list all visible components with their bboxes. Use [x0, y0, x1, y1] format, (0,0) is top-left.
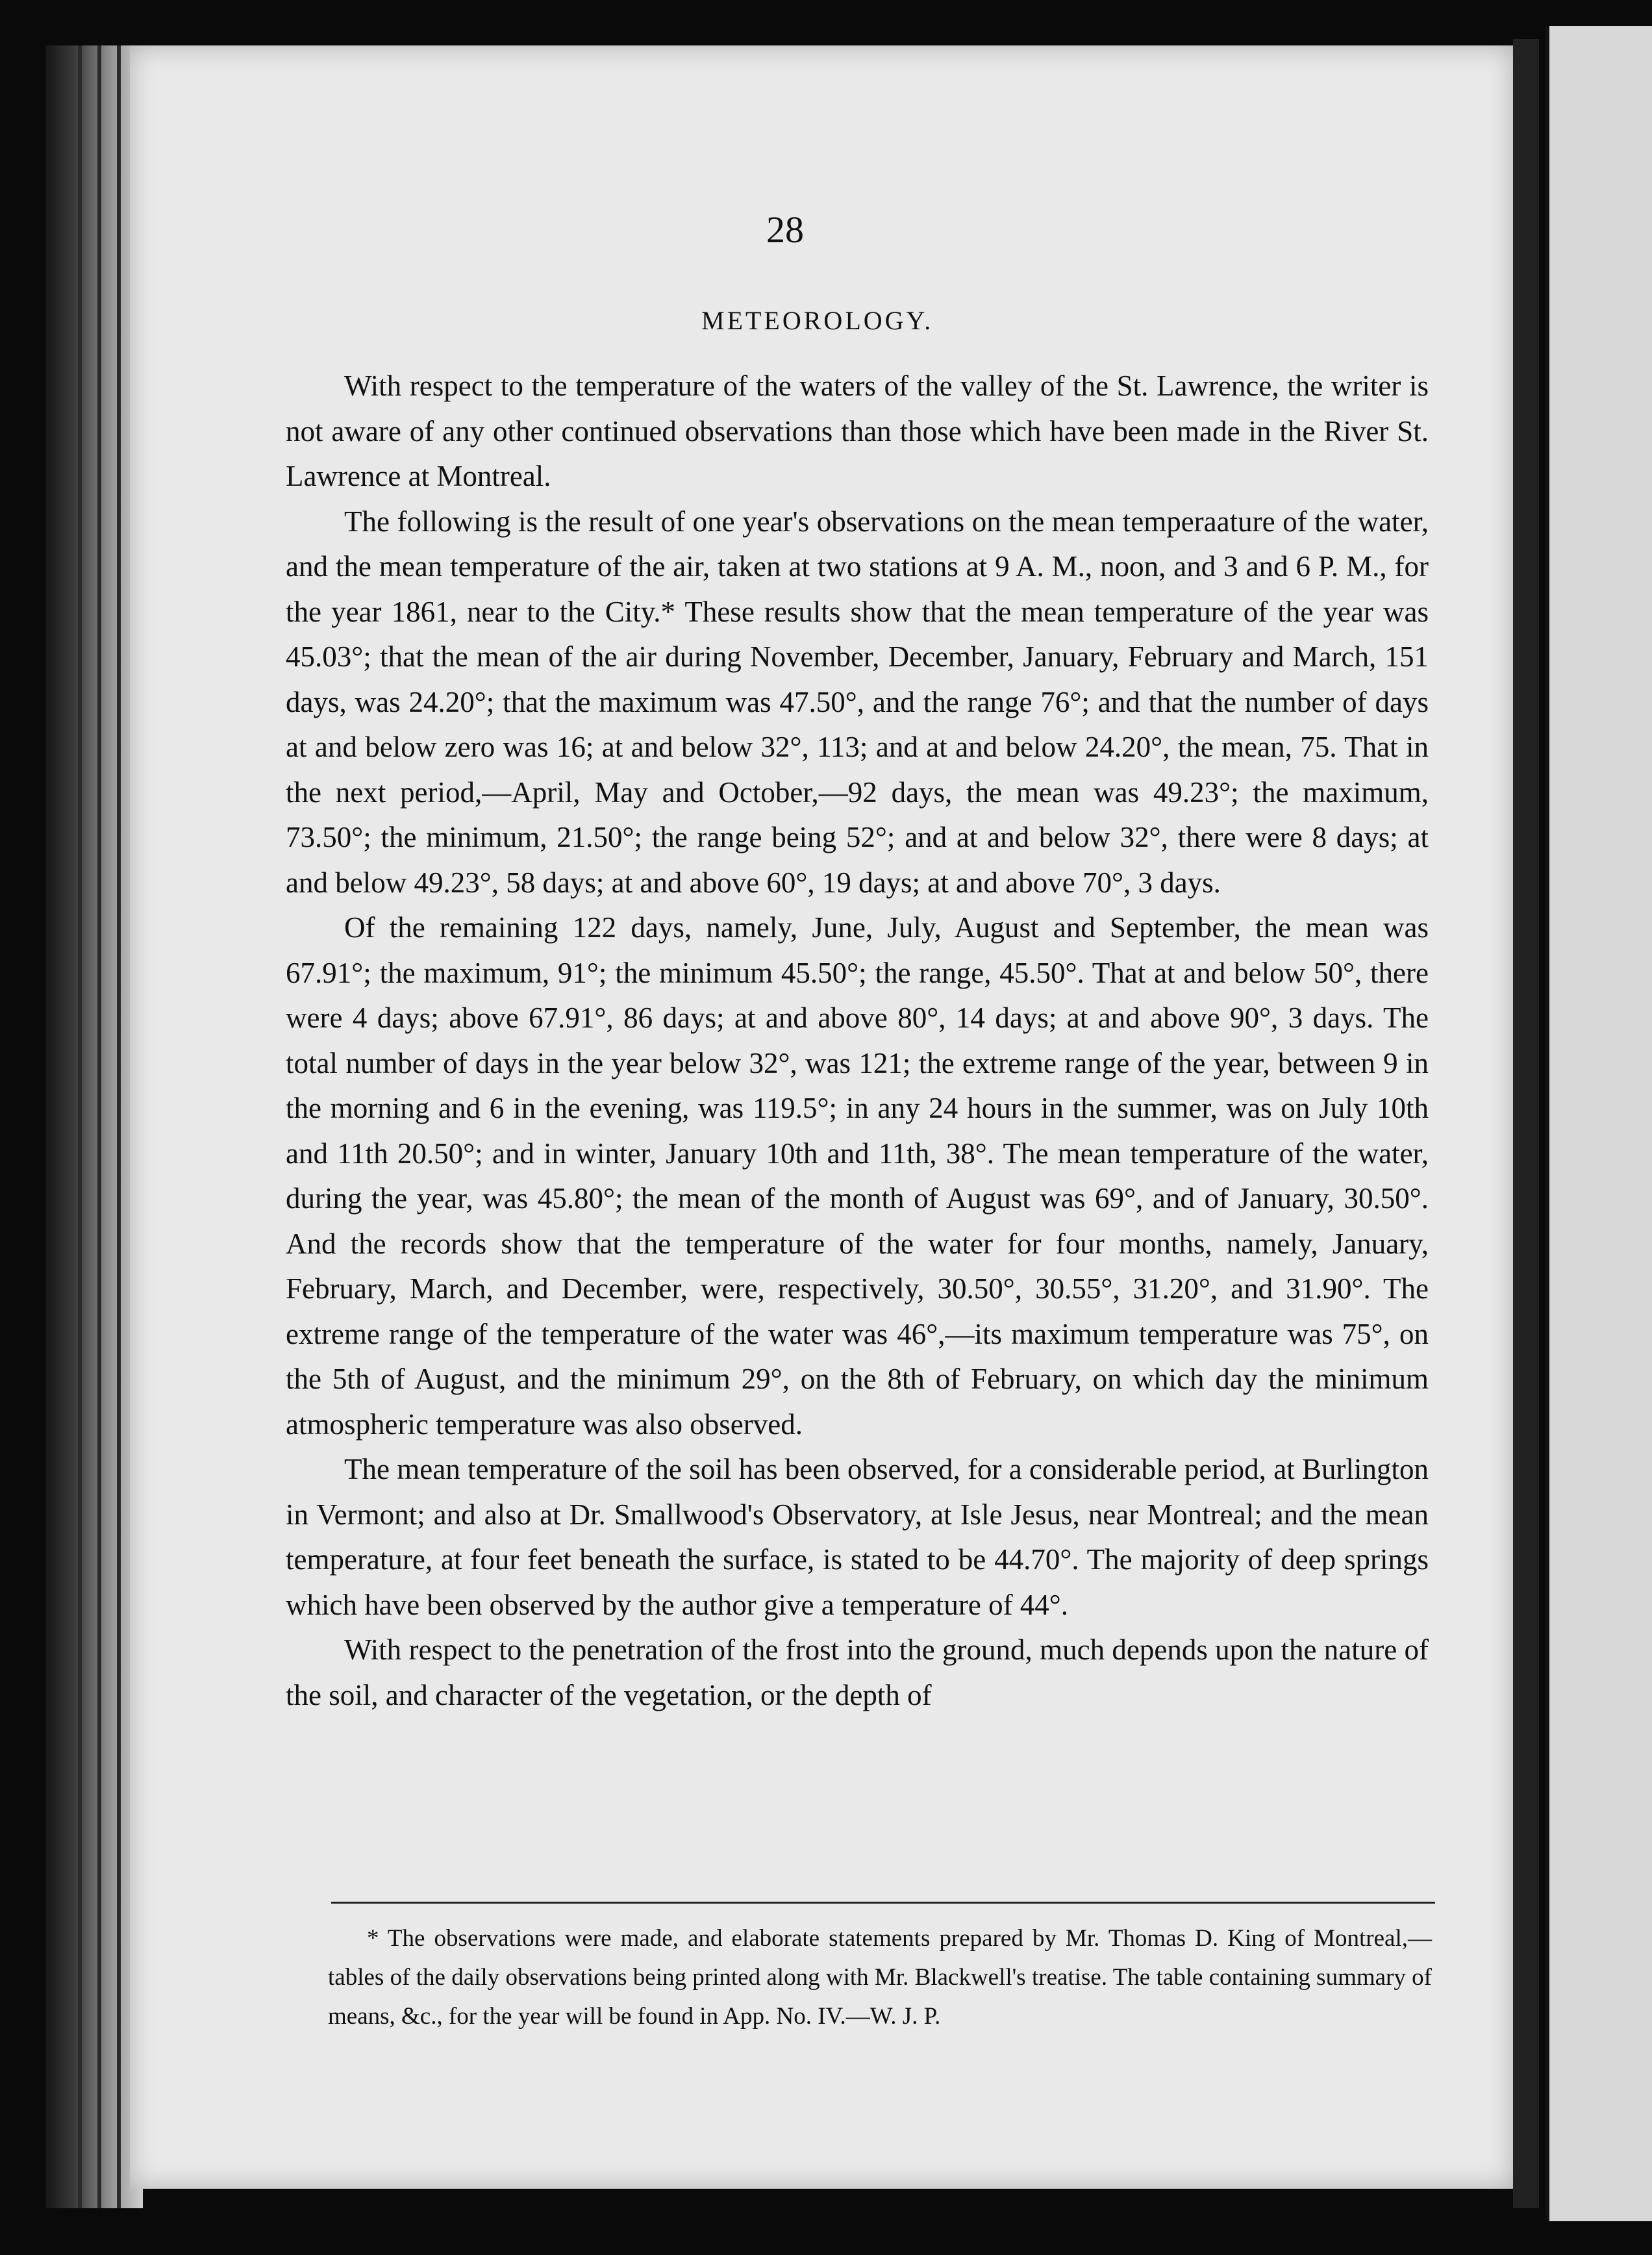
- page-gutter: [1513, 39, 1539, 2208]
- footnote: [328, 1919, 1432, 2036]
- paragraph: The mean temperature of the soil has been observed, for a considerable period, at Burlington in Vermont; and also at Dr. Smallwood's Observatory, at Isle Jesus, near Montreal; and the mean temperature, at four feet beneath the surface, is stated to be 44.70°. The majority of deep springs which have been observed by the author give a temperature of 44°.: [286, 1453, 1429, 1621]
- paragraph: With respect to the temperature of the waters of the valley of the St. Lawrence, the writer is not aware of any other continued observations than those which have been made in the River St. Lawrence at Montreal.: [286, 370, 1429, 492]
- facing-page-edge: [1546, 26, 1652, 2221]
- paragraph: Of the remaining 122 days, namely, June, July, August and September, the mean was 67.91°; the maximum, 91°; the minimum 45.50°; the range, 45.50°. That at and below 50°, there were 4 days; above 67.91°, 86 days; at and above 80°, 14 days; at and above 90°, 3 days. The total number of days in the year below 32°, was 121; the extreme range of the year, between 9 in the morning and 6 in the evening, was 119.5°; in any 24 hours in the summer, was on July 10th and 11th 20.50°; and in winter, January 10th and 11th, 38°. The mean temperature of the water, during the year, was 45.80°; the mean of the month of August was 69°, and of January, 30.50°. And the records show that the temperature of the water for four months, namely, January, February, March, and December, were, respectively, 30.50°, 30.55°, 31.20°, and 31.90°. The extreme range of the temperature of the water was 46°,—its maximum temperature was 75°, on the 5th of August, and the minimum 29°, on the 8th of February, on which day the minimum atmospheric temperature was also observed.: [286, 911, 1429, 1441]
- section-title: METEOROLOGY.: [701, 306, 934, 335]
- footnote-divider: [331, 1902, 1435, 1904]
- footnote-text: * The observations were made, and elaborate statements prepared by Mr. Thomas D. King of Montreal,—tables of the daily observations being printed along with Mr. Blackwell's treatise. The table containing summary of means, &c., for the year will be found in App. No. IV.—W. J. P.: [328, 1925, 1432, 2030]
- page-number: 28: [766, 208, 804, 251]
- page-edge-line: [117, 45, 121, 2208]
- book-binding: [45, 45, 143, 2208]
- paragraph: The following is the result of one year's observations on the mean temperaature of the water, and the mean temperature of the air, taken at two stations at 9 A. M., noon, and 3 and 6 P. M., for the year 1861, near to the City.* These results show that the mean temperature of the year was 45.03°; that the mean of the air during November, December, January, February and March, 151 days, was 24.20°; that the maximum was 47.50°, and the range 76°; and that the number of days at and below zero was 16; at and below 32°, 113; and at and below 24.20°, the mean, 75. That in the next period,—April, May and October,—92 days, the mean was 49.23°; the maximum, 73.50°; the minimum, 21.50°; the range being 52°; and at and below 32°, there were 8 days; at and below 49.23°, 58 days; at and above 60°, 19 days; at and above 70°, 3 days.: [286, 505, 1429, 899]
- page-edge-line: [97, 45, 101, 2208]
- page-edge-line: [78, 45, 82, 2208]
- main-text: [286, 364, 1429, 1718]
- paragraph: With respect to the penetration of the frost into the ground, much depends upon the nature of the soil, and character of the vegetation, or the depth of: [286, 1633, 1429, 1711]
